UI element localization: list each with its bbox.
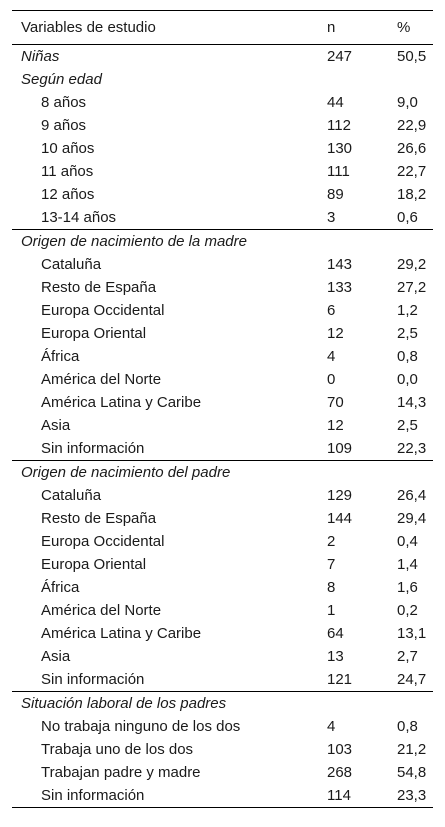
- table-row: [12, 761, 433, 784]
- row-percent: 1,4: [397, 556, 418, 573]
- table-section-row: [12, 45, 433, 69]
- row-label: 11 años: [41, 163, 94, 180]
- row-count: 7: [327, 556, 336, 573]
- row-count: 70: [327, 394, 344, 411]
- table-row: [12, 784, 433, 808]
- row-label: Trabajan padre y madre: [41, 764, 201, 781]
- row-label: Europa Oriental: [41, 325, 147, 342]
- row-percent: 14,3: [397, 394, 427, 411]
- row-percent: [397, 230, 433, 254]
- row-label: 13-14 años: [41, 209, 117, 226]
- row-percent: 0,8: [397, 718, 418, 735]
- row-percent: 0,8: [397, 348, 418, 365]
- table-row: [12, 322, 433, 345]
- row-count: 103: [327, 741, 353, 758]
- row-label: Resto de España: [41, 510, 157, 527]
- table-row: [12, 576, 433, 599]
- row-percent: 9,0: [397, 94, 418, 111]
- table-row: [12, 599, 433, 622]
- row-count: 247: [327, 45, 397, 69]
- table-row: [12, 622, 433, 645]
- table-section-row: [12, 692, 433, 716]
- row-count: 3: [327, 209, 336, 226]
- row-percent: 22,3: [397, 440, 427, 457]
- row-count: 8: [327, 579, 336, 596]
- study-variables-table: [12, 10, 433, 808]
- row-count: 12: [327, 417, 344, 434]
- section-label: Según edad: [21, 71, 102, 88]
- row-count: 12: [327, 325, 344, 342]
- row-label: Cataluña: [41, 256, 102, 273]
- row-count: [327, 692, 397, 716]
- row-label: Sin información: [41, 440, 145, 457]
- row-label: Sin información: [41, 671, 145, 688]
- row-count: 2: [327, 533, 336, 550]
- row-count: 144: [327, 510, 353, 527]
- row-count: 64: [327, 625, 344, 642]
- table-header: [12, 11, 433, 45]
- row-count: [327, 461, 397, 485]
- row-label: 8 años: [41, 94, 87, 111]
- row-label: África: [41, 348, 80, 365]
- row-count: [327, 68, 397, 91]
- row-percent: 2,5: [397, 417, 418, 434]
- table-row: [12, 437, 433, 461]
- row-percent: 0,2: [397, 602, 418, 619]
- table-row: [12, 276, 433, 299]
- table-row: [12, 91, 433, 114]
- table-row: [12, 738, 433, 761]
- row-label: Resto de España: [41, 279, 157, 296]
- row-label: América Latina y Caribe: [41, 394, 202, 411]
- row-percent: 13,1: [397, 625, 427, 642]
- table-row: [12, 160, 433, 183]
- row-label: América del Norte: [41, 371, 162, 388]
- row-count: 268: [327, 764, 353, 781]
- row-percent: 26,6: [397, 140, 427, 157]
- row-percent: 2,5: [397, 325, 418, 342]
- table-row: [12, 253, 433, 276]
- row-label: 10 años: [41, 140, 95, 157]
- row-percent: 18,2: [397, 186, 427, 203]
- row-percent: 54,8: [397, 764, 427, 781]
- row-label: Europa Occidental: [41, 533, 165, 550]
- table-row: [12, 114, 433, 137]
- row-count: 114: [327, 784, 397, 808]
- row-percent: 22,7: [397, 163, 427, 180]
- table-row: [12, 183, 433, 206]
- table-section-row: [12, 461, 433, 485]
- row-label: Cataluña: [41, 487, 102, 504]
- row-count: 13: [327, 648, 344, 665]
- row-label: África: [41, 579, 80, 596]
- row-percent: 0,4: [397, 533, 418, 550]
- row-count: 111: [327, 163, 350, 180]
- row-percent: 29,4: [397, 510, 427, 527]
- table-row: [12, 137, 433, 160]
- row-label: Asia: [41, 417, 71, 434]
- row-percent: [397, 461, 433, 485]
- row-percent: 22,9: [397, 117, 427, 134]
- row-count: 130: [327, 140, 353, 157]
- row-percent: [397, 692, 433, 716]
- row-label: 12 años: [41, 186, 95, 203]
- row-label: Sin información: [12, 784, 327, 808]
- header-n: n: [327, 11, 397, 45]
- section-label: Origen de nacimiento del padre: [12, 461, 327, 485]
- row-label: América del Norte: [41, 602, 162, 619]
- row-label: América Latina y Caribe: [41, 625, 202, 642]
- table-row: [12, 368, 433, 391]
- row-count: 1: [327, 602, 336, 619]
- row-count: 6: [327, 302, 336, 319]
- row-label: Asia: [41, 648, 71, 665]
- row-percent: 0,6: [397, 209, 418, 226]
- row-percent: 50,5: [397, 45, 433, 69]
- table-row: [12, 530, 433, 553]
- row-count: 44: [327, 94, 344, 111]
- row-label: No trabaja ninguno de los dos: [41, 718, 241, 735]
- row-count: 129: [327, 487, 353, 504]
- row-count: 0: [327, 371, 336, 388]
- table-row: [12, 507, 433, 530]
- row-count: 112: [327, 117, 351, 134]
- row-percent: 29,2: [397, 256, 427, 273]
- row-percent: 1,2: [397, 302, 418, 319]
- table-row: [12, 715, 433, 738]
- table-row: [12, 299, 433, 322]
- row-percent: 27,2: [397, 279, 427, 296]
- header-row: [12, 11, 433, 45]
- row-count: 133: [327, 279, 353, 296]
- table-row: [12, 668, 433, 692]
- section-label: Niñas: [12, 45, 327, 69]
- header-variables: Variables de estudio: [12, 11, 327, 45]
- table-row: [12, 553, 433, 576]
- row-count: 89: [327, 186, 344, 203]
- table-row: [12, 206, 433, 230]
- row-percent: 26,4: [397, 487, 427, 504]
- row-count: [327, 230, 397, 254]
- table-row: [12, 484, 433, 507]
- row-label: Europa Oriental: [41, 556, 147, 573]
- row-count: 121: [327, 671, 353, 688]
- row-label: Trabaja uno de los dos: [41, 741, 194, 758]
- row-percent: 0,0: [397, 371, 418, 388]
- row-percent: [397, 68, 433, 91]
- row-percent: 21,2: [397, 741, 427, 758]
- table-row: [12, 391, 433, 414]
- table-row: [12, 414, 433, 437]
- table-section-row: [12, 230, 433, 254]
- row-percent: 23,3: [397, 784, 433, 808]
- row-label: 9 años: [41, 117, 87, 134]
- row-percent: 2,7: [397, 648, 418, 665]
- table-row: [12, 345, 433, 368]
- row-count: 4: [327, 718, 336, 735]
- row-count: 4: [327, 348, 336, 365]
- header-percent: %: [397, 11, 433, 45]
- row-count: 143: [327, 256, 353, 273]
- row-percent: 24,7: [397, 671, 427, 688]
- row-count: 109: [327, 440, 353, 457]
- section-label: Situación laboral de los padres: [12, 692, 327, 716]
- table-body: [12, 45, 433, 808]
- row-percent: 1,6: [397, 579, 418, 596]
- section-label: Origen de nacimiento de la madre: [12, 230, 327, 254]
- table-row: [12, 645, 433, 668]
- row-label: Europa Occidental: [41, 302, 165, 319]
- table-section-row: [12, 68, 433, 91]
